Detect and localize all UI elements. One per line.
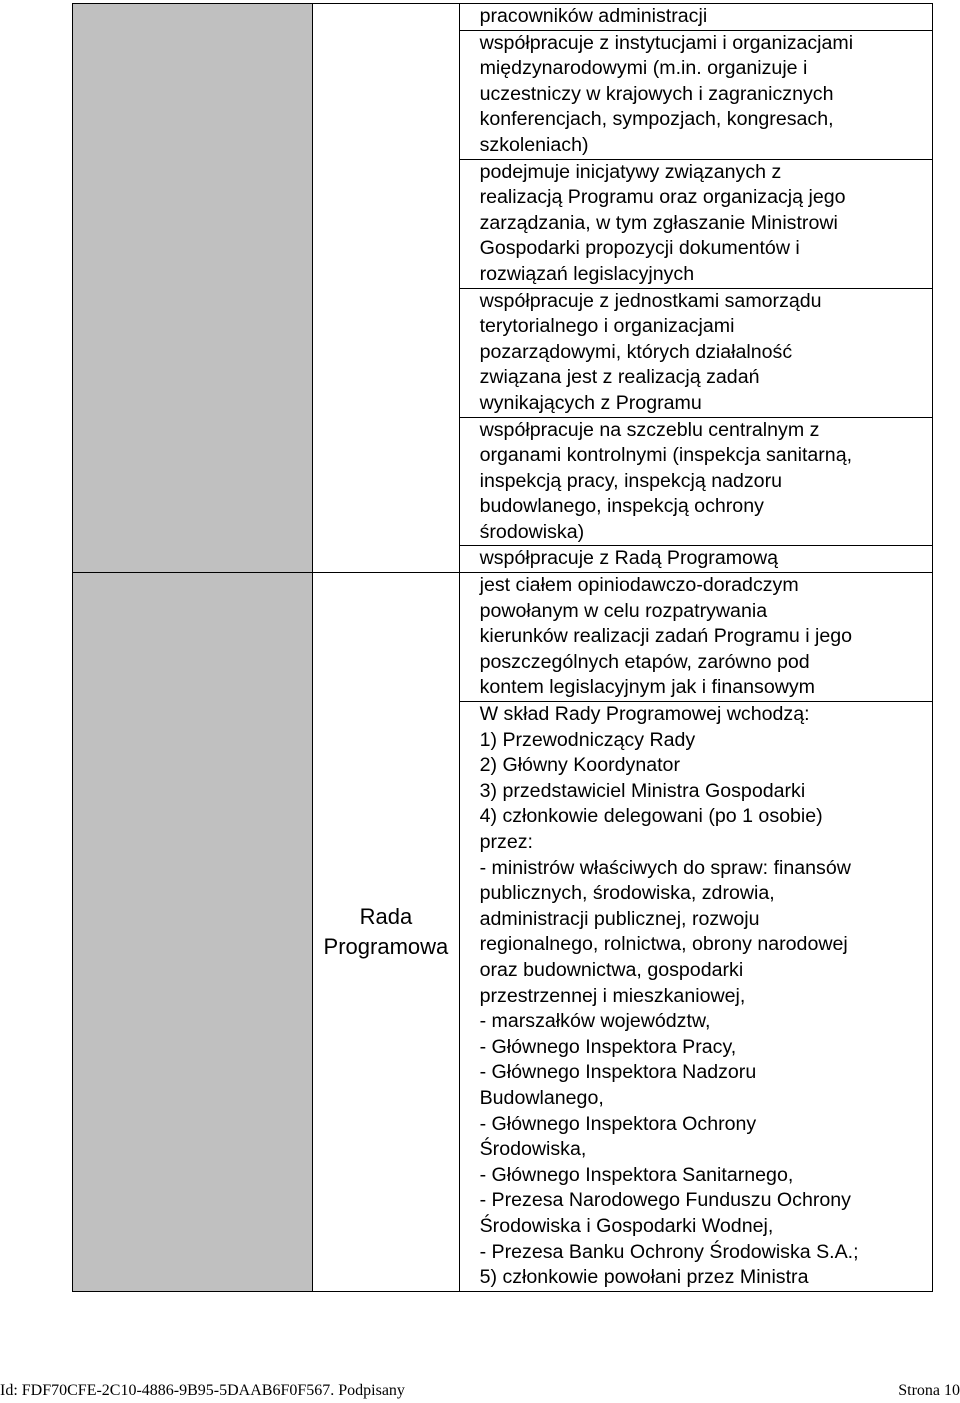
cell-text-line: rozwiązań legislacyjnych: [479, 262, 695, 285]
cell-text-line: kierunków realizacji zadań Programu i jego: [479, 625, 853, 648]
page-number: Strona 10: [898, 1382, 960, 1399]
cell-text-line: - Głównego Inspektora Nadzoru: [479, 1061, 757, 1084]
label-line: Rada: [359, 903, 413, 929]
cell-text-line: kontem legislacyjnym jak i finansowym: [479, 676, 815, 699]
cell-text-line: realizacją Programu oraz organizacją jego: [479, 186, 846, 209]
document-id-text: Id: FDF70CFE-2C10-4886-9B95-5DAAB6F0F567. Podpisany: [0, 1382, 405, 1399]
cell-text-line: zarządzania, w tym zgłaszanie Ministrowi: [479, 211, 838, 234]
cell-text-line: 3) przedstawiciel Ministra Gospodarki: [479, 779, 806, 802]
cell-text-line: terytorialnego i organizacjami: [479, 315, 735, 338]
cell-text-line: 1) Przewodniczący Rady: [479, 728, 696, 751]
cell-text-line: przez:: [479, 831, 533, 853]
cell-text-line: Środowiska,: [479, 1138, 587, 1161]
cell-text-line: organami kontrolnymi (inspekcja sanitarną,: [479, 444, 853, 467]
cell-text-line: - ministrów właściwych do spraw: finansów: [479, 856, 851, 879]
cell-text-line: budowlanego, inspekcją ochrony: [479, 495, 764, 518]
cell-text-line: Budowlanego,: [479, 1086, 604, 1109]
table-cell: [459, 288, 932, 417]
cell-text-line: 2) Główny Koordynator: [479, 754, 680, 777]
cell-text-line: administracji publicznej, rozwoju: [479, 907, 760, 930]
cell-text-line: pracowników administracji: [479, 5, 708, 27]
cell-text-line: - Prezesa Narodowego Funduszu Ochrony: [479, 1189, 851, 1212]
table-cell: [459, 702, 932, 1292]
cell-text-line: poszczególnych etapów, zarówno pod: [479, 650, 810, 673]
table-cell: [459, 417, 932, 546]
cell-text-line: przestrzennej i mieszkaniowej,: [479, 984, 746, 1007]
cell-text-line: regionalnego, rolnictwa, obrony narodowej: [479, 933, 848, 956]
rada-programowa-label: [313, 573, 459, 1292]
cell-text-line: Środowiska i Gospodarki Wodnej,: [479, 1214, 774, 1237]
cell-text-line: W skład Rady Programowej wchodzą:: [479, 703, 810, 726]
cell-text-line: - Głównego Inspektora Pracy,: [479, 1035, 737, 1058]
cell-text-line: związana jest z realizacją zadań: [479, 366, 760, 389]
label-line: Programowa: [323, 933, 449, 959]
cell-text-line: konferencjach, sympozjach, kongresach,: [479, 108, 834, 131]
cell-text-line: 4) członkowie delegowani (po 1 osobie): [479, 805, 823, 828]
cell-text-line: - Głównego Inspektora Ochrony: [479, 1112, 757, 1135]
cell-text-line: - Głównego Inspektora Sanitarnego,: [479, 1163, 794, 1186]
cell-text-line: Gospodarki propozycji dokumentów i: [479, 237, 800, 260]
cell-text-line: współpracuje z Radą Programową: [479, 547, 778, 570]
cell-text-line: współpracuje z instytucjami i organizacjami: [479, 31, 854, 54]
cell-text-line: uczestniczy w krajowych i zagranicznych: [479, 82, 834, 105]
cell-text-line: środowiska): [479, 520, 585, 543]
left-label-cell-empty: [313, 4, 459, 573]
document-table: [72, 3, 933, 1292]
table-cell: [459, 573, 932, 702]
cell-text-line: - marszałków województw,: [479, 1010, 711, 1033]
table-row-group-1: [73, 4, 933, 31]
cell-text-line: podejmuje inicjatywy związanych z: [479, 160, 782, 183]
cell-text-line: współpracuje na szczeblu centralnym z: [479, 418, 820, 441]
table-cell: [459, 159, 932, 288]
grey-column-cell: [73, 573, 313, 1292]
cell-text-line: współpracuje z jednostkami samorządu: [479, 289, 822, 312]
cell-text-line: - Prezesa Banku Ochrony Środowiska S.A.;: [479, 1240, 859, 1263]
cell-text-line: międzynarodowymi (m.in. organizuje i: [479, 57, 808, 80]
cell-text-line: inspekcją pracy, inspekcją nadzoru: [479, 469, 783, 492]
cell-text-line: 5) członkowie powołani przez Ministra: [479, 1266, 809, 1289]
cell-text-line: publicznych, środowiska, zdrowia,: [479, 882, 775, 905]
cell-text-line: wynikających z Programu: [479, 391, 702, 414]
cell-text-line: oraz budownictwa, gospodarki: [479, 958, 744, 981]
cell-text-line: jest ciałem opiniodawczo-doradczym: [479, 574, 799, 597]
grey-column-cell: [73, 4, 313, 573]
table-cell: [459, 30, 932, 159]
cell-text-line: powołanym w celu rozpatrywania: [479, 599, 768, 622]
cell-text-line: pozarządowymi, których działalność: [479, 340, 793, 363]
table-cell: [459, 4, 932, 31]
table-cell: [459, 546, 932, 573]
cell-text-line: szkoleniach): [479, 133, 589, 156]
table-row-group-2: [73, 573, 933, 702]
